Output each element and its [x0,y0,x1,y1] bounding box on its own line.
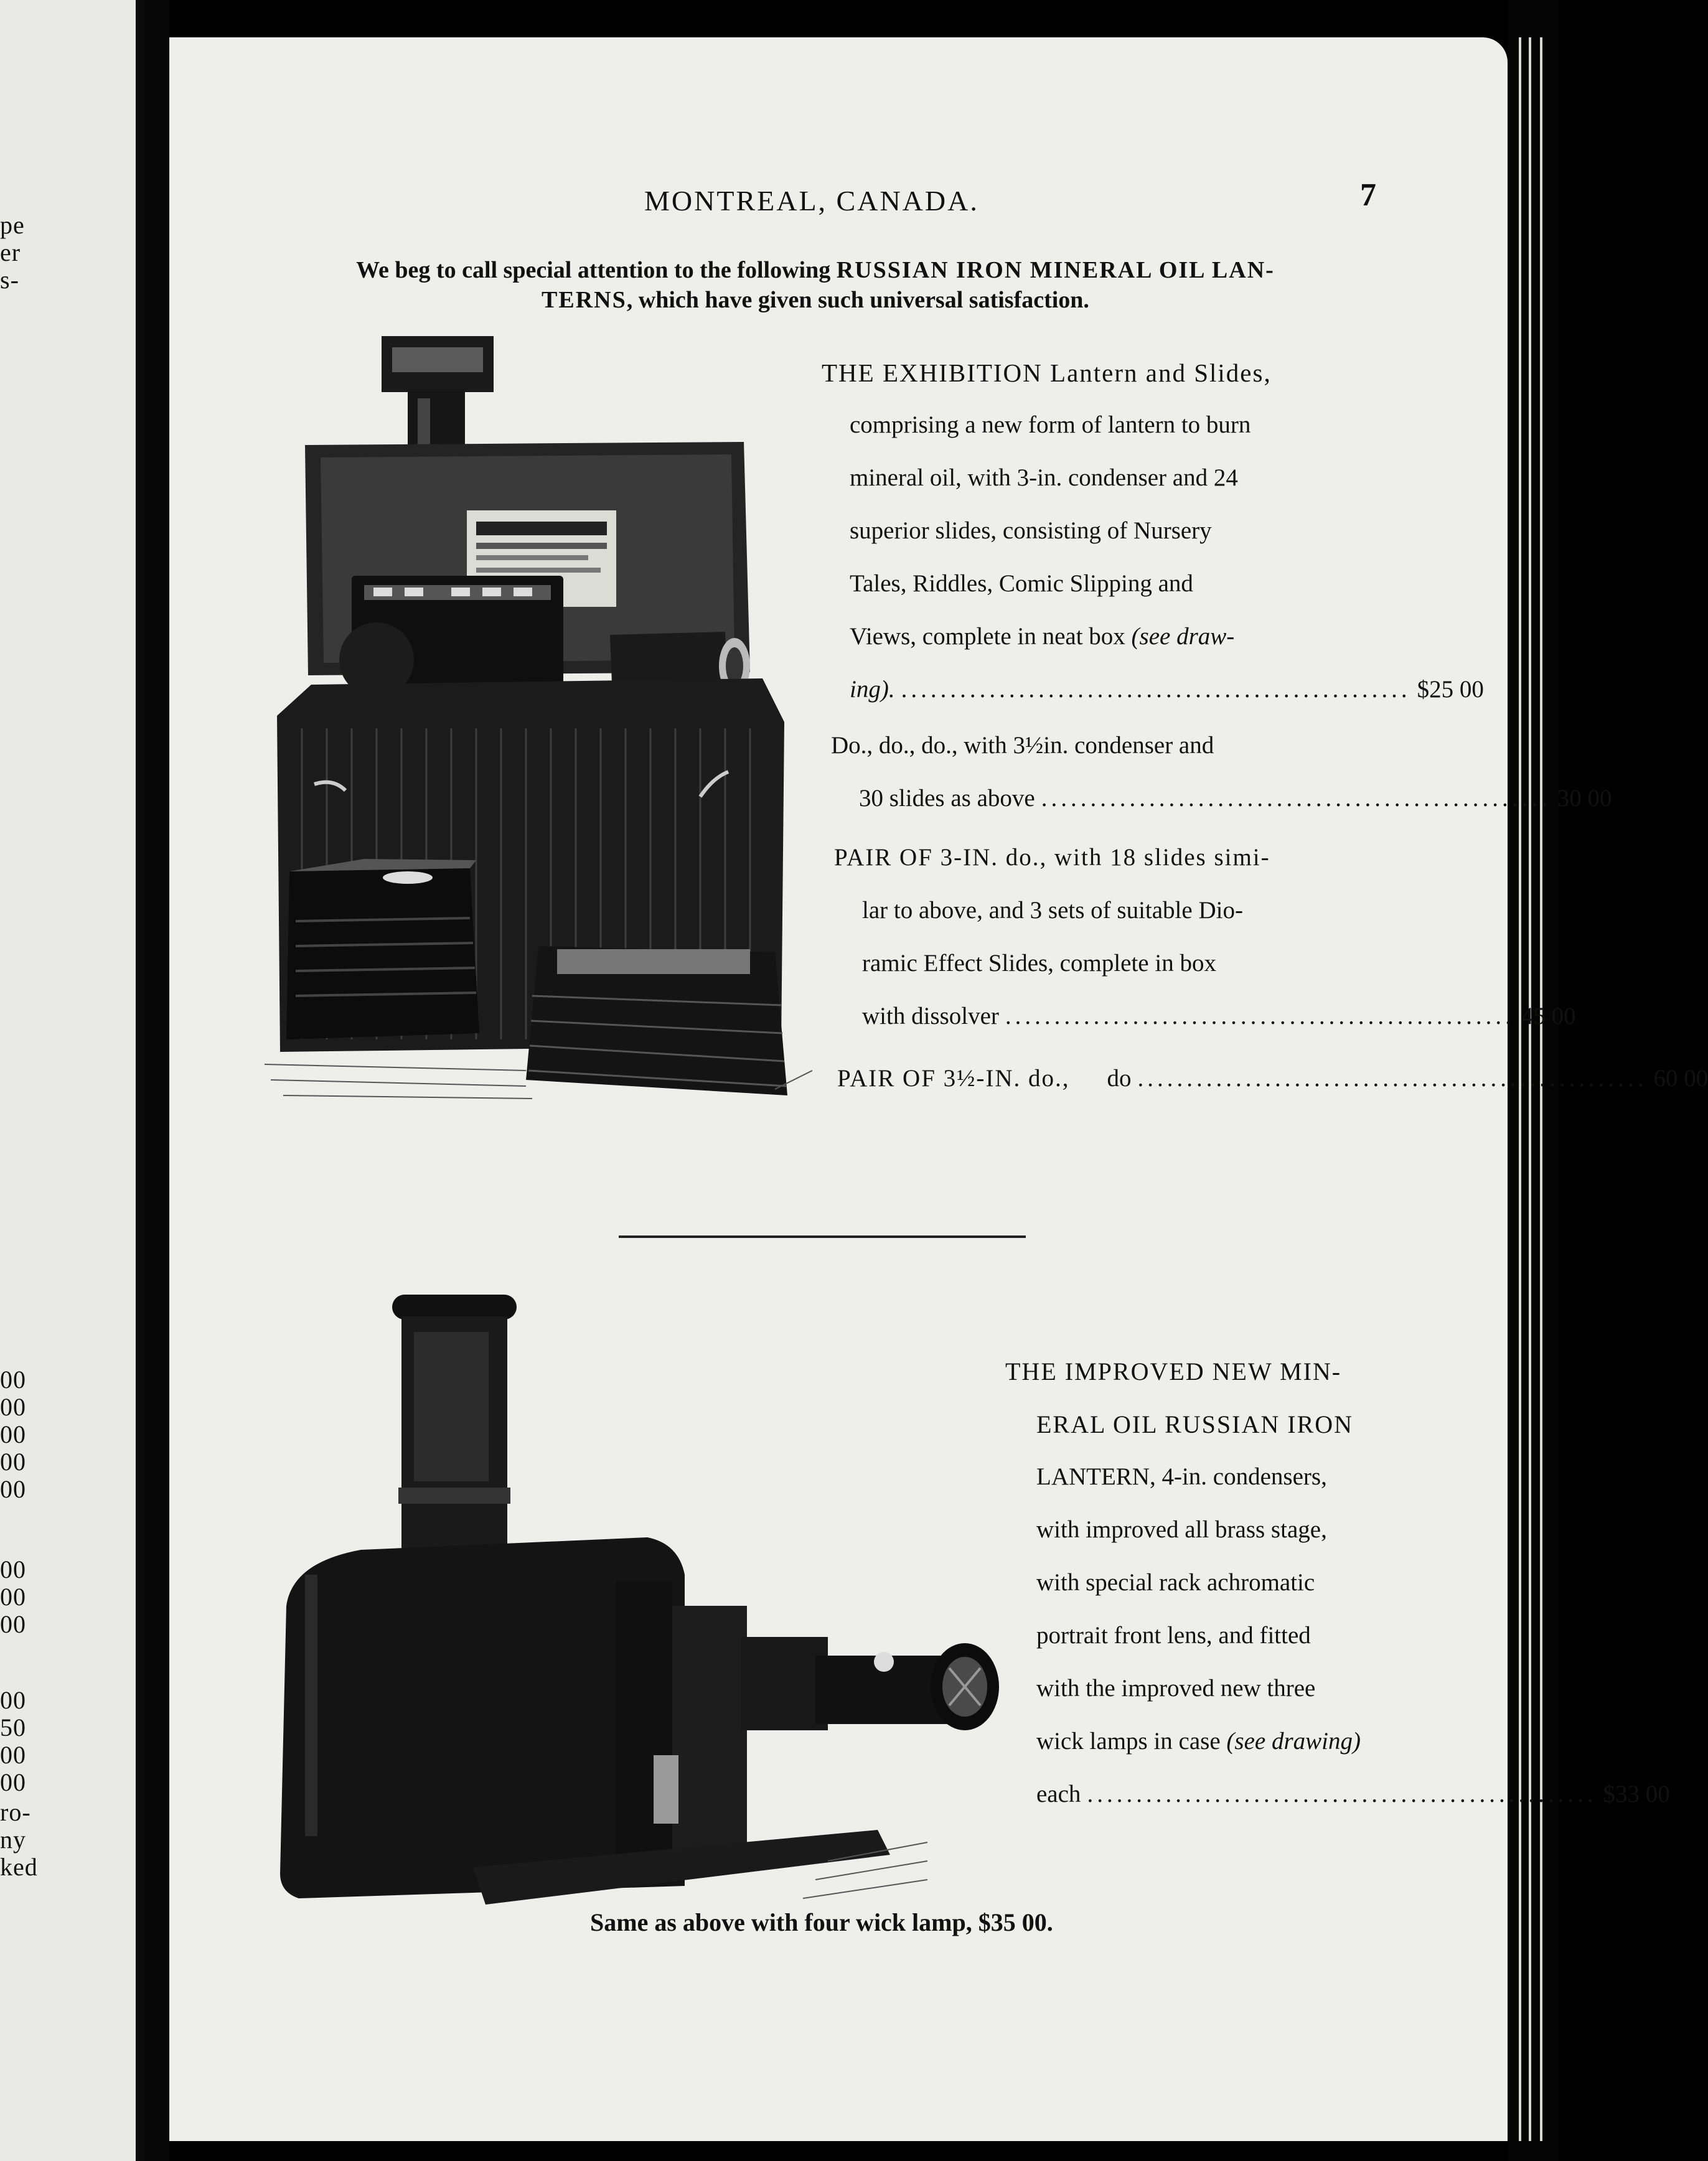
section-divider [619,1235,1026,1238]
improved-lantern-illustration [268,1282,1002,1917]
price: $33 00 [1603,1781,1670,1807]
improved-text: each [1036,1781,1081,1807]
fragment-text: s- [0,266,19,294]
price-row: ing). .................................................... $25 00 [850,676,1484,703]
exhibition-lantern-illustration [265,324,812,1114]
intro-emphasis: RUSSIAN IRON MINERAL OIL LAN- [836,257,1275,283]
improved-line: with the improved new three [1036,1675,1316,1702]
improved-line [1036,1727,1361,1755]
see-drawing-note: (see drawing) [1226,1728,1361,1755]
intro-emphasis: TERNS [542,287,627,313]
price: 30 00 [1557,785,1612,812]
fragment-text: ro- [0,1798,31,1826]
fragment-text: 00 [0,1583,26,1611]
left-fragment-prices-a [0,1366,37,1503]
improved-heading: THE IMPROVED NEW MIN- [1005,1357,1342,1385]
exhibition-line: superior slides, consisting of Nursery [850,517,1212,544]
intro-paragraph [249,255,1382,315]
improved-heading: ERAL OIL RUSSIAN IRON [1036,1410,1354,1438]
improved-line: LANTERN, 4-in. condensers, [1036,1463,1327,1490]
fragment-text: 00 [0,1768,26,1796]
pair-line: ramic Effect Slides, complete in box [862,950,1216,977]
fragment-text: pe [0,211,25,239]
fragment-text: 00 [0,1741,26,1769]
left-fragment-prices-b [0,1556,37,1638]
fragment-text: ny [0,1826,26,1854]
fragment-text: 00 [0,1475,26,1503]
improved-text: wick lamps in case [1036,1728,1227,1755]
intro-text: , which have given such universal satisfaction. [626,287,1089,313]
left-fragment-top [0,212,37,294]
book-gutter [144,0,169,2161]
left-fragment-bottom [0,1799,37,1881]
improved-line: with special rack achromatic [1036,1569,1315,1596]
pair-text: with dissolver [862,1003,999,1029]
exhibition-text: Views, complete in neat box [850,623,1132,650]
price: 60 00 [1653,1065,1708,1092]
pair-text: PAIR OF 3½-IN. do., [837,1065,1070,1092]
fragment-text: er [0,238,21,266]
fragment-text: 00 [0,1393,26,1421]
price: 45 00 [1521,1003,1576,1029]
fragment-text: 00 [0,1610,26,1638]
improved-line: portrait front lens, and fitted [1036,1622,1311,1649]
fragment-text: 00 [0,1555,26,1583]
variant-text: 30 slides as above [859,785,1035,812]
exhibition-line: Tales, Riddles, Comic Slipping and [850,570,1193,597]
page-number: 7 [1360,177,1376,213]
left-page-fragment [0,0,144,2161]
fragment-text: 50 [0,1713,26,1741]
exhibition-line [850,622,1234,650]
price-row: each .................................................... $33 00 [1036,1781,1670,1807]
exhibition-line: comprising a new form of lantern to burn [850,411,1251,438]
fragment-text: 00 [0,1420,26,1448]
fragment-text: 00 [0,1686,26,1714]
fragment-text: ked [0,1853,38,1881]
price-row: with dissolver .................................................... 45 00 [862,1003,1576,1029]
price-row: PAIR OF 3½-IN. do., do .................................................... 60 00 [837,1065,1708,1092]
pair-text: do [1107,1065,1132,1092]
variant-line: Do., do., do., with 3½in. condenser and [831,732,1214,759]
fragment-text: 00 [0,1448,26,1476]
exhibition-line: mineral oil, with 3-in. condenser and 24 [850,464,1238,491]
four-wick-caption: Same as above with four wick lamp, $35 00. [590,1908,1053,1936]
intro-text: We beg to call special attention to the following [356,257,837,283]
price-row: 30 slides as above .................................................... 30 00 [859,785,1612,812]
pair-line: lar to above, and 3 sets of suitable Dio- [862,897,1243,924]
pair-line: PAIR OF 3-IN. do., with 18 slides simi- [834,844,1270,871]
price: $25 00 [1417,676,1484,703]
left-page-edge [136,0,144,2161]
fragment-text: 00 [0,1366,26,1394]
improved-line: with improved all brass stage, [1036,1516,1327,1543]
left-fragment-prices-c [0,1687,37,1796]
running-title: MONTREAL, CANADA. [644,185,979,217]
exhibition-heading: THE EXHIBITION Lantern and Slides, [822,359,1272,387]
see-drawing-note: ing). [850,676,895,703]
see-drawing-note: (see draw- [1131,623,1235,650]
